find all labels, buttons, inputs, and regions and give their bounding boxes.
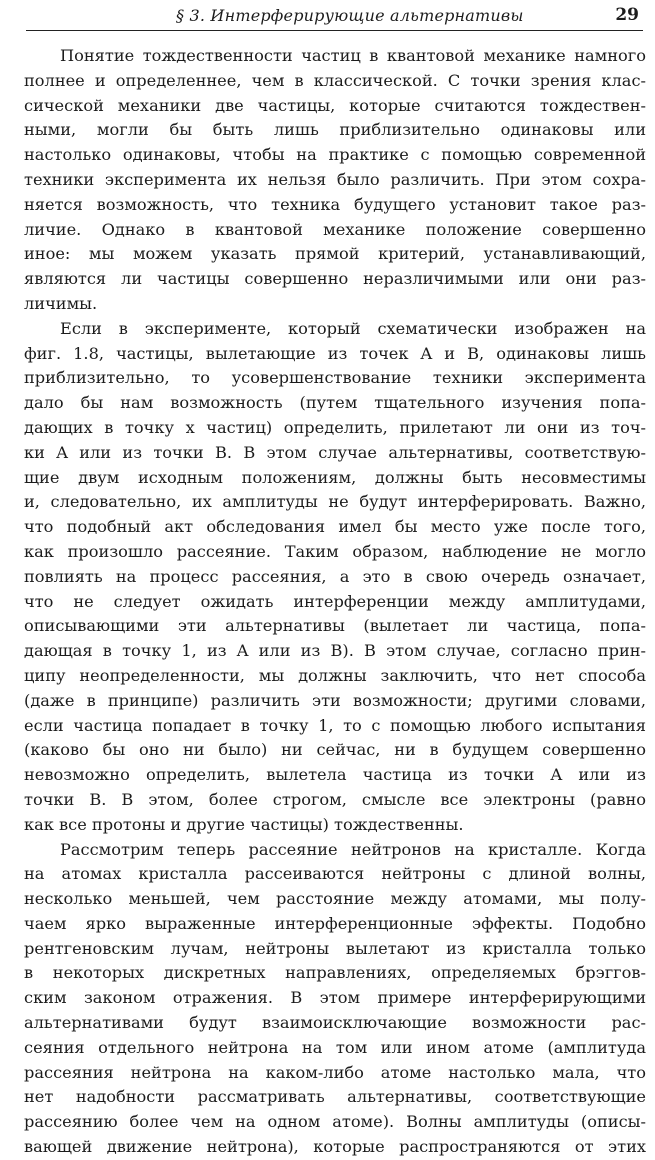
text-line: и, следовательно, их амплитуды не будут интерферировать. Важно, bbox=[24, 492, 646, 512]
page-number: 29 bbox=[615, 5, 639, 25]
text-line: как все протоны и другие частицы) тождественны. bbox=[24, 814, 464, 834]
running-header bbox=[26, 4, 643, 31]
text-line: полнее и определеннее, чем в классической. С точки зрения клас- bbox=[24, 70, 646, 90]
text-line: Рассмотрим теперь рассеяние нейтронов на кристалле. Когда bbox=[60, 839, 646, 859]
text-line: являются ли частицы совершенно неразличимыми или они раз- bbox=[24, 269, 646, 289]
text-line: ки A или из точки B. В этом случае альтернативы, соответствую- bbox=[24, 442, 646, 462]
text-line: личие. Однако в квантовой механике положение совершенно bbox=[24, 219, 646, 239]
text-line: что подобный акт обследования имел бы место уже после того, bbox=[24, 517, 646, 537]
text-line: ским законом отражения. В этом примере интерферирующими bbox=[24, 988, 646, 1008]
text-line: повлиять на процесс рассеяния, а это в свою очередь означает, bbox=[24, 566, 646, 586]
text-line: рассеяния нейтрона на каком-либо атоме настолько мала, что bbox=[24, 1062, 646, 1082]
text-line: иное: мы можем указать прямой критерий, устанавливающий, bbox=[24, 244, 646, 264]
text-line: щие двум исходным положениям, должны быть несовместимы bbox=[24, 467, 646, 487]
text-line: сеяния отдельного нейтрона на том или ином атоме (амплитуда bbox=[24, 1037, 646, 1057]
text-line: что не следует ожидать интерференции между амплитудами, bbox=[24, 591, 646, 611]
text-line: дающая в точку 1, из A или из B). В этом случае, согласно прин- bbox=[24, 641, 646, 661]
text-line: няется возможность, что техника будущего установит такое раз- bbox=[24, 194, 646, 214]
section-title: § 3. Интерферирующие альтернативы bbox=[176, 6, 524, 25]
text-line: Если в эксперименте, который схематически изображен на bbox=[60, 318, 646, 338]
text-line: фиг. 1.8, частицы, вылетающие из точек A и B, одинаковы лишь bbox=[24, 343, 646, 363]
text-line: точки B. В этом, более строгом, смысле все электроны (равно bbox=[24, 789, 646, 809]
text-line: приблизительно, то усовершенствование техники эксперимента bbox=[24, 368, 646, 388]
text-line: ципу неопределенности, мы должны заключить, что нет способа bbox=[24, 665, 646, 685]
text-line: дающих в точку x частиц) определить, прилетают ли они из точ- bbox=[24, 417, 646, 437]
body-text bbox=[24, 44, 646, 1160]
text-line: ными, могли бы быть лишь приблизительно одинаковы или bbox=[24, 120, 646, 140]
text-line: нет надобности рассматривать альтернативы, соответствующие bbox=[24, 1087, 646, 1107]
text-line: сической механики две частицы, которые считаются тождествен- bbox=[24, 95, 646, 115]
text-line: (даже в принципе) различить эти возможности; другими словами, bbox=[24, 690, 646, 710]
text-line: описывающими эти альтернативы (вылетает ли частица, попа- bbox=[24, 616, 646, 636]
text-line: альтернативами будут взаимоисключающие возможности рас- bbox=[24, 1013, 646, 1033]
text-line: как произошло рассеяние. Таким образом, наблюдение не могло bbox=[24, 541, 646, 561]
text-line: несколько меньшей, чем расстояние между атомами, мы полу- bbox=[24, 889, 646, 909]
text-line: дало бы нам возможность (путем тщательного изучения попа- bbox=[24, 393, 646, 413]
text-line: техники эксперимента их нельзя было различить. При этом сохра- bbox=[24, 169, 646, 189]
text-line: вающей движение нейтрона), которые распространяются от этих bbox=[24, 1137, 646, 1157]
text-line: невозможно определить, вылетела частица из точки A или из bbox=[24, 765, 646, 785]
text-line: чаем ярко выраженные интерференционные эффекты. Подобно bbox=[24, 913, 646, 933]
text-line: если частица попадает в точку 1, то с помощью любого испытания bbox=[24, 715, 646, 735]
text-line: личимы. bbox=[24, 293, 98, 313]
text-line: Понятие тождественности частиц в квантовой механике намного bbox=[60, 46, 646, 65]
text-line: в некоторых дискретных направлениях, определяемых брэггов- bbox=[24, 963, 646, 983]
text-line: рентгеновским лучам, нейтроны вылетают из кристалла только bbox=[24, 938, 646, 958]
text-line: (каково бы оно ни было) ни сейчас, ни в будущем совершенно bbox=[24, 740, 646, 760]
text-line: на атомах кристалла рассеиваются нейтроны с длиной волны, bbox=[24, 864, 646, 884]
text-line: рассеянию более чем на одном атоме). Волны амплитуды (описы- bbox=[24, 1112, 646, 1132]
text-line: настолько одинаковы, чтобы на практике с помощью современной bbox=[24, 145, 646, 165]
